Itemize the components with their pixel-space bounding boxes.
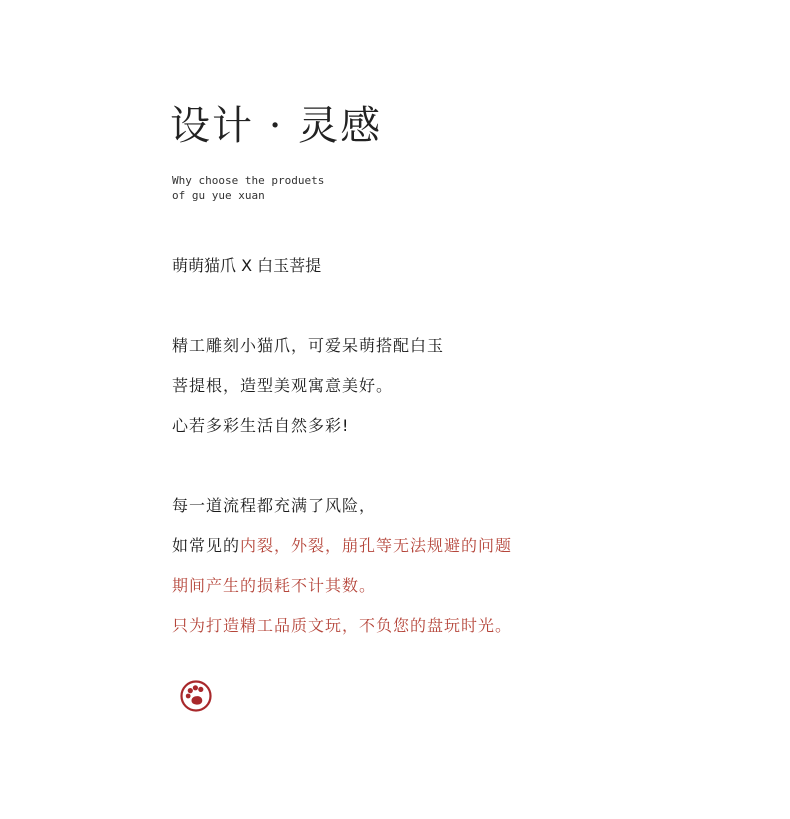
subtitle: [172, 173, 324, 203]
paw-icon-svg: [180, 680, 212, 712]
product-heading: 萌萌猫爪 X 白玉菩提: [172, 256, 322, 275]
page-title: 设计 · 灵感: [170, 103, 383, 149]
paragraph1-line-1: 精工雕刻小猫爪，可爱呆萌搭配白玉: [172, 336, 445, 355]
paragraph2-line-1: 每一道流程都充满了风险，: [172, 496, 377, 515]
paragraph2-line-2-highlight: 内裂，外裂，崩孔等无法规避的问题: [240, 536, 513, 555]
paragraph1-line-3: 心若多彩生活自然多彩!: [172, 416, 350, 435]
paragraph2-line-2-prefix: 如常见的: [172, 536, 241, 555]
content-page: [172, 0, 772, 819]
paragraph2-line-4: 只为打造精工品质文玩，不负您的盘玩时光。: [172, 616, 513, 635]
paragraph2-line-3: 期间产生的损耗不计其数。: [172, 576, 377, 595]
paw-icon: [180, 680, 212, 712]
subtitle-line-2: of gu yue xuan: [172, 189, 265, 202]
paragraph1-line-2: 菩提根，造型美观寓意美好。: [172, 376, 394, 395]
subtitle-line-1: Why choose the produets: [172, 174, 325, 187]
paragraph2-line-2: [172, 534, 512, 558]
